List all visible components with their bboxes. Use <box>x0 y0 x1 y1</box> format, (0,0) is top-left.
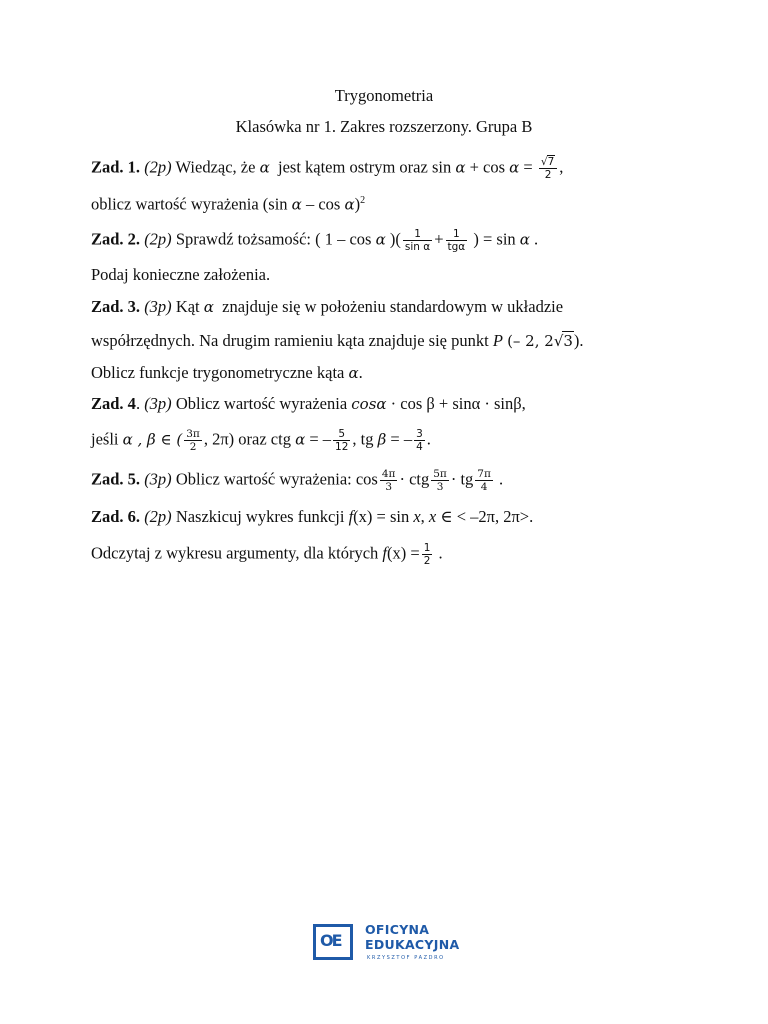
task-1-line-2 <box>91 190 365 216</box>
task-text: Oblicz funkcje trygonometryczne kąta <box>91 363 345 382</box>
fraction-numerator: 7 <box>547 156 555 168</box>
task-1-line-1 <box>91 156 563 181</box>
fraction-numerator: 7π <box>477 468 491 480</box>
task-label-dot: . <box>135 394 141 413</box>
fraction-numerator: 3 <box>416 428 423 440</box>
fraction-numerator: 3π <box>186 428 200 440</box>
cos-alpha: cosα <box>351 395 387 413</box>
task-text: jest kątem ostrym oraz sin <box>277 157 452 177</box>
task-text: Wiedząc, że <box>175 157 256 177</box>
task-text: · cos β + sinα · sinβ, <box>390 394 526 413</box>
function-name: f <box>348 507 354 526</box>
task-text: (x) = sin <box>353 507 410 526</box>
fraction-denominator: 4 <box>416 441 423 453</box>
task-text: Sprawdź tożsamość: ( 1 – cos <box>175 229 372 249</box>
task-text: ) <box>354 194 361 214</box>
alpha-symbol: α <box>375 230 386 249</box>
fraction-denominator: 2 <box>189 441 197 453</box>
exponent: 2 <box>360 195 366 206</box>
logo-line-2: EDUKACYJNA <box>365 937 460 952</box>
task-4-line-1 <box>91 393 526 415</box>
fraction-denominator: 2 <box>423 555 431 567</box>
task-label: Zad. 1. <box>91 157 141 177</box>
plus-sign: + <box>434 229 444 249</box>
fraction-denominator: 3 <box>385 481 392 493</box>
task-text: + cos <box>469 157 506 177</box>
alpha-symbol: α <box>519 230 530 249</box>
sqrt-value: 3 <box>563 332 573 350</box>
fraction-denominator: sin α <box>404 241 431 253</box>
document-subtitle: Klasówka nr 1. Zakres rozszerzony. Grupa B <box>235 117 533 136</box>
sqrt-fraction: $\frac{√7}{2}$ <box>539 156 557 181</box>
fraction <box>184 428 202 453</box>
task-points: (3p) <box>144 469 172 489</box>
task-text: ∈ < –2π, 2π>. <box>440 507 534 526</box>
fraction <box>333 428 350 453</box>
logo-line-1: OFICYNA <box>365 922 430 937</box>
task-6-line-1 <box>91 506 533 528</box>
beta-symbol: β <box>377 430 387 449</box>
fraction-numerator: 4π <box>381 468 396 480</box>
fraction-denominator: 12 <box>335 441 349 453</box>
task-4-line-2 <box>91 428 431 453</box>
fraction-denominator: tgα <box>447 241 466 253</box>
task-points: (2p) <box>144 229 172 249</box>
task-label: Zad. 6. <box>91 507 141 526</box>
task-text: współrzędnych. Na drugim ramieniu kąta znajduje się punkt <box>91 331 489 350</box>
task-text: = – <box>309 429 332 449</box>
task-text: = – <box>390 429 413 449</box>
alpha-beta-set: α , β ∈ ( <box>122 430 183 449</box>
alpha-symbol: α <box>509 158 520 177</box>
task-text: , <box>420 507 425 526</box>
task-label: Zad. 4 <box>91 394 136 413</box>
fraction-numerator: 1 <box>403 228 432 241</box>
fraction <box>431 468 449 493</box>
task-points: (3p) <box>144 394 172 413</box>
variable-x: x <box>413 507 421 526</box>
fraction <box>422 542 433 567</box>
task-points: (3p) <box>144 297 172 316</box>
task-text: (x) = <box>387 543 420 563</box>
point-name: P <box>492 331 503 350</box>
oe-monogram-icon: OE <box>313 924 353 960</box>
function-name: f <box>382 543 388 563</box>
alpha-symbol: α <box>259 158 270 177</box>
task-points: (2p) <box>144 157 172 177</box>
task-text: · tg <box>450 469 474 489</box>
fraction <box>446 228 468 253</box>
task-text: – cos <box>305 194 341 214</box>
task-text: ). <box>573 331 584 350</box>
alpha-symbol: α <box>455 158 466 177</box>
task-text: Oblicz wartość wyrażenia <box>175 394 348 413</box>
task-text: . <box>426 429 431 449</box>
fraction <box>380 468 398 493</box>
fraction-numerator: 5 <box>333 428 350 441</box>
task-text: Oblicz wartość wyrażenia: cos <box>175 469 378 489</box>
task-5-line-1 <box>91 468 503 493</box>
task-text: , tg <box>352 429 374 449</box>
task-text: jeśli <box>91 429 119 449</box>
task-text: )( <box>389 229 401 249</box>
task-text: . <box>438 543 443 563</box>
alpha-symbol: α <box>203 298 214 316</box>
fraction <box>403 228 432 253</box>
task-text: ) = sin <box>473 229 516 249</box>
task-3-line-3 <box>91 362 363 384</box>
task-text: . <box>534 229 539 249</box>
fraction <box>475 468 493 493</box>
fraction-numerator: 1 <box>446 228 468 241</box>
variable-x: x <box>428 507 437 526</box>
task-2-line-1 <box>91 228 538 253</box>
task-label: Zad. 3. <box>91 297 141 316</box>
alpha-symbol: α <box>348 364 359 382</box>
point-coords: (– 2, 2 <box>507 332 554 350</box>
sqrt-radical: √3 <box>553 332 573 350</box>
task-text: . <box>499 469 504 489</box>
task-text: = <box>523 157 533 177</box>
fraction-denominator: 2 <box>544 169 552 181</box>
task-text: . <box>358 363 363 382</box>
task-points: (2p) <box>144 507 172 526</box>
alpha-symbol: α <box>291 195 302 214</box>
fraction-denominator: 3 <box>436 481 444 493</box>
task-text: , <box>559 157 564 177</box>
task-text: · ctg <box>399 469 430 489</box>
task-text: Kąt <box>175 297 200 316</box>
task-3-line-2 <box>91 330 584 352</box>
task-3-line-1 <box>91 296 563 318</box>
document-title: Trygonometria <box>334 86 434 105</box>
alpha-symbol: α <box>295 430 306 449</box>
fraction-denominator: 4 <box>480 481 488 493</box>
task-6-line-2 <box>91 542 443 567</box>
task-text: oblicz wartość wyrażenia (sin <box>91 194 288 214</box>
task-text: znajduje się w położeniu standardowym w układzie <box>222 297 564 316</box>
fraction-numerator: 1 <box>423 542 431 554</box>
task-2-line-2: Podaj konieczne założenia. <box>91 265 271 284</box>
task-label: Zad. 2. <box>91 229 141 249</box>
alpha-symbol: α <box>344 195 355 214</box>
task-text: Naszkicuj wykres funkcji <box>175 507 345 526</box>
fraction-numerator: 5π <box>433 468 447 480</box>
task-label: Zad. 5. <box>91 469 141 489</box>
logo-line-3: KRZYSZTOF PAZDRO <box>367 955 445 961</box>
fraction <box>414 428 425 453</box>
publisher-logo <box>313 922 463 966</box>
task-text: , 2π) oraz ctg <box>203 429 291 449</box>
task-text: Odczytaj z wykresu argumenty, dla których <box>91 543 379 563</box>
